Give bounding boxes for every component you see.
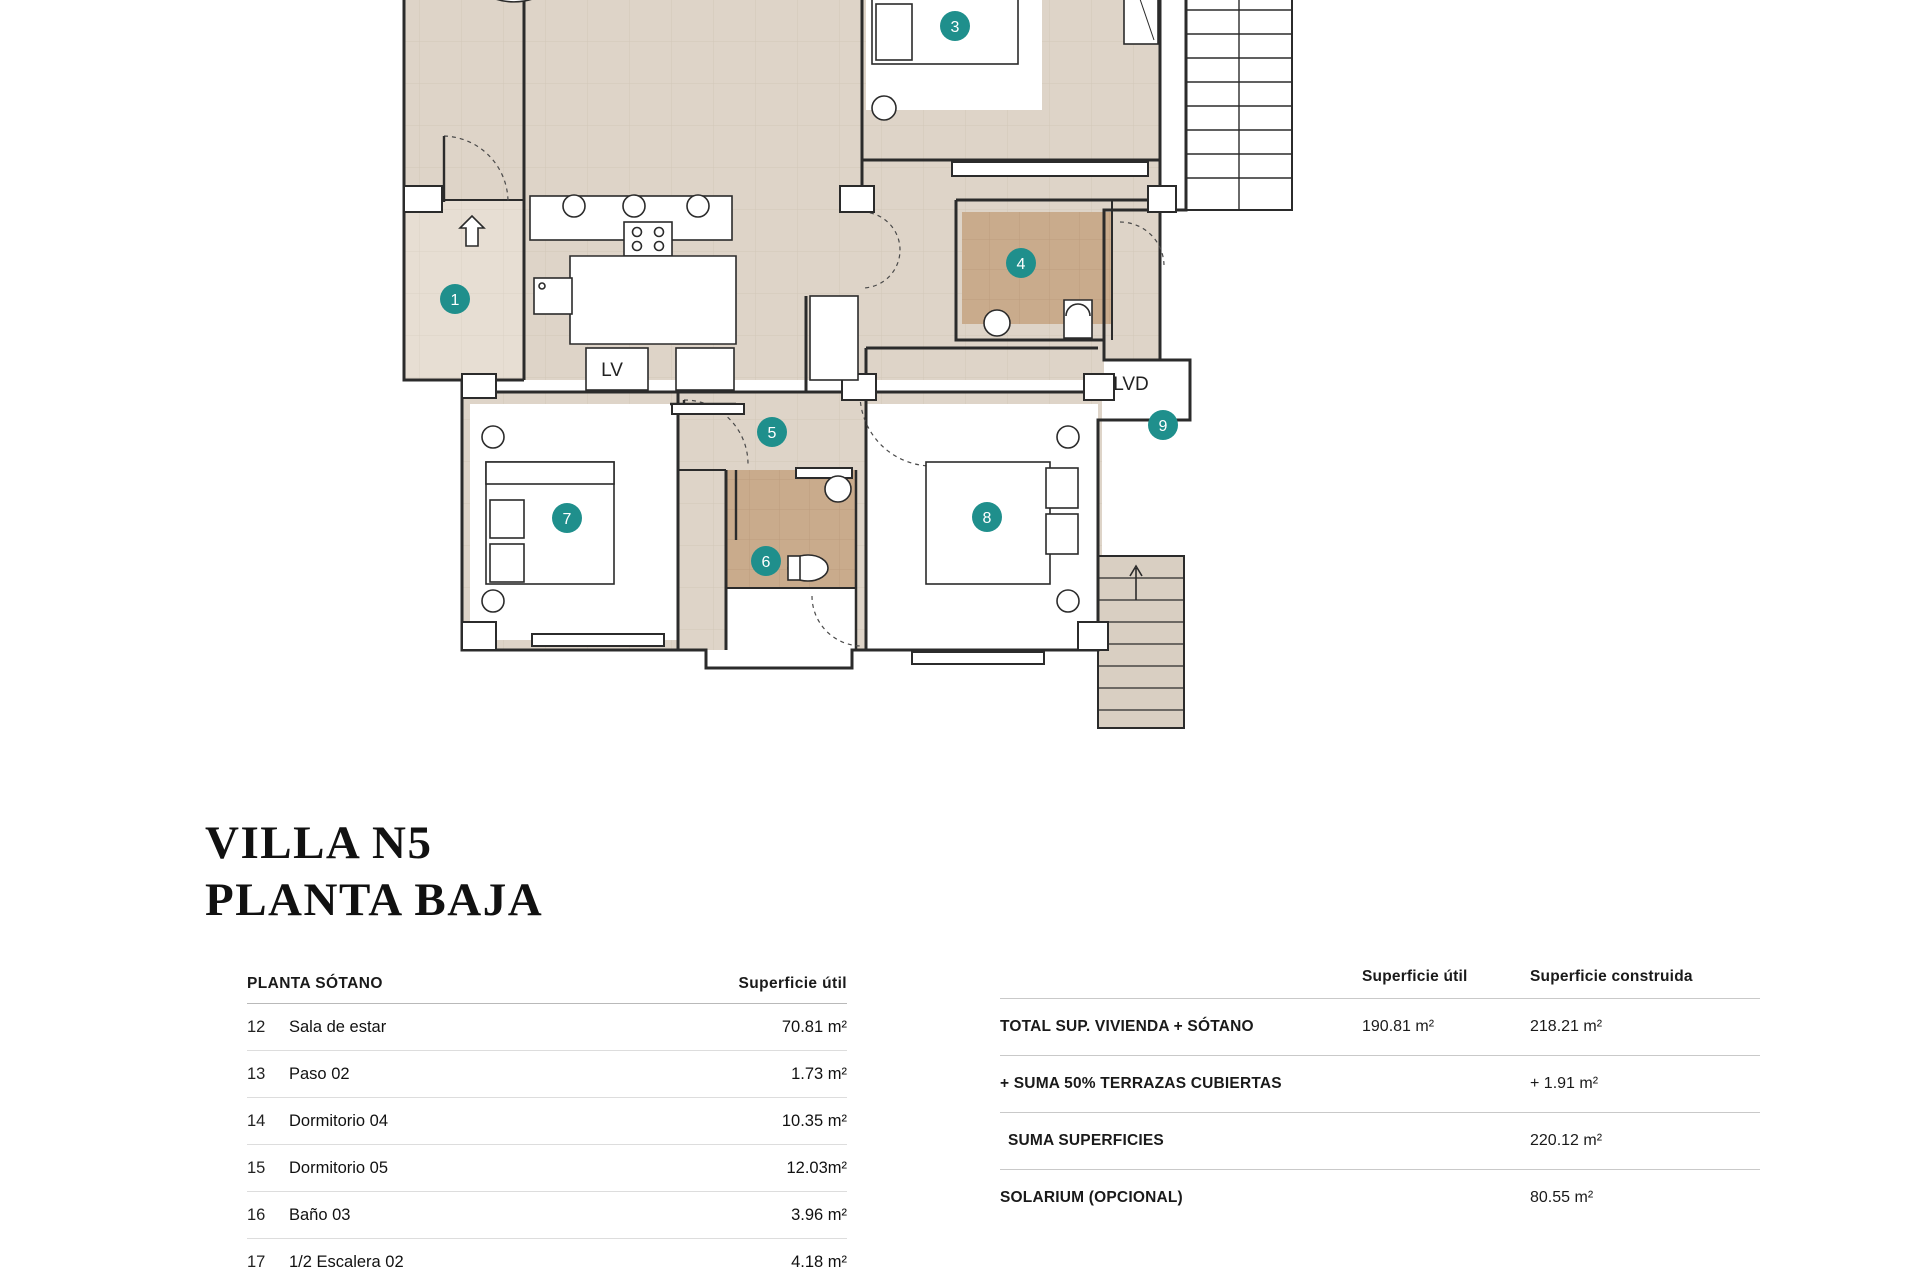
totals-row-construida: 80.55 m² <box>1530 1189 1594 1206</box>
totals-row <box>1000 1169 1760 1226</box>
row-area: 70.81 m² <box>781 1017 847 1036</box>
table-row <box>247 1004 847 1051</box>
stairs-lower <box>1098 556 1184 728</box>
totals-row <box>1000 1055 1760 1112</box>
totals-col-construida: Superficie construida <box>1530 968 1693 985</box>
page-title <box>205 815 543 930</box>
totals-table-header <box>1000 968 1760 998</box>
svg-text:3: 3 <box>950 19 960 36</box>
room-marker-4[interactable] <box>1006 248 1036 278</box>
label-lvd: LVD <box>1113 374 1149 395</box>
room-marker-8[interactable] <box>972 502 1002 532</box>
table-row <box>247 1239 847 1285</box>
room-marker-6[interactable] <box>751 546 781 576</box>
svg-text:9: 9 <box>1158 418 1168 435</box>
row-room-name: Dormitorio 04 <box>289 1111 389 1130</box>
totals-row-construida: 218.21 m² <box>1530 1018 1603 1035</box>
row-number: 15 <box>247 1158 266 1177</box>
table-row <box>247 1145 847 1192</box>
totals-row-label: TOTAL SUP. VIVIENDA + SÓTANO <box>1000 1018 1254 1035</box>
basement-table-header <box>247 975 847 1004</box>
svg-text:4: 4 <box>1016 256 1026 273</box>
row-room-name: Dormitorio 05 <box>289 1158 389 1177</box>
title-line-2: PLANTA BAJA <box>205 874 544 927</box>
room-marker-5[interactable] <box>757 417 787 447</box>
totals-row-construida: 220.12 m² <box>1530 1132 1603 1149</box>
totals-row-construida: + 1.91 m² <box>1530 1075 1599 1092</box>
totals-row-util: 190.81 m² <box>1362 1018 1435 1035</box>
room-marker-7[interactable] <box>552 503 582 533</box>
totals-row <box>1000 1112 1760 1169</box>
row-area: 4.18 m² <box>791 1252 847 1271</box>
totals-row-label: SOLARIUM (OPCIONAL) <box>1000 1189 1183 1206</box>
row-number: 16 <box>247 1205 266 1224</box>
basement-table-col-util: Superficie útil <box>738 975 847 992</box>
label-lv: LV <box>601 360 623 381</box>
room-marker-3[interactable] <box>940 11 970 41</box>
totals-col-util: Superficie útil <box>1362 968 1468 985</box>
stairs-upper <box>1186 0 1292 210</box>
row-number: 13 <box>247 1064 266 1083</box>
row-number: 14 <box>247 1111 266 1130</box>
row-area: 3.96 m² <box>791 1205 847 1224</box>
svg-text:6: 6 <box>761 554 771 571</box>
row-area: 12.03m² <box>786 1158 847 1177</box>
table-row <box>247 1192 847 1239</box>
totals-table <box>1000 968 1760 1226</box>
basement-table-title: PLANTA SÓTANO <box>247 975 383 992</box>
svg-text:7: 7 <box>562 511 572 528</box>
row-area: 10.35 m² <box>781 1111 847 1130</box>
room-marker-9[interactable] <box>1148 410 1178 440</box>
row-number: 17 <box>247 1252 266 1271</box>
table-row <box>247 1051 847 1098</box>
table-row <box>247 1098 847 1145</box>
row-room-name: Baño 03 <box>289 1205 351 1224</box>
totals-header-spacer <box>1000 968 1362 986</box>
totals-row-label: SUMA SUPERFICIES <box>1008 1132 1164 1149</box>
row-room-name: 1/2 Escalera 02 <box>289 1252 404 1271</box>
row-room-name: Sala de estar <box>289 1017 387 1036</box>
svg-text:8: 8 <box>982 510 992 527</box>
svg-text:1: 1 <box>450 292 460 309</box>
basement-area-table <box>247 975 847 1285</box>
svg-text:5: 5 <box>767 425 777 442</box>
totals-row <box>1000 998 1760 1055</box>
row-number: 12 <box>247 1017 266 1036</box>
totals-row-label: + SUMA 50% TERRAZAS CUBIERTAS <box>1000 1075 1282 1092</box>
row-room-name: Paso 02 <box>289 1064 350 1083</box>
title-line-1: VILLA N5 <box>205 817 433 869</box>
room-marker-1[interactable] <box>440 284 470 314</box>
row-area: 1.73 m² <box>791 1064 847 1083</box>
